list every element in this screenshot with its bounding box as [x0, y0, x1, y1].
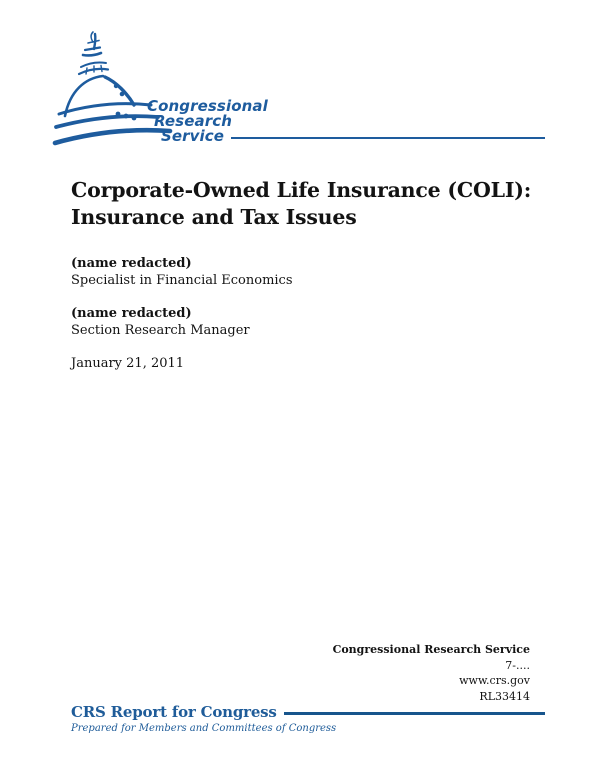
report-date: January 21, 2011	[71, 356, 185, 371]
banner-rule-line	[284, 712, 545, 715]
footer-website: www.crs.gov	[459, 674, 530, 687]
author-role: Section Research Manager	[71, 323, 250, 338]
author-block-1	[71, 255, 293, 289]
footer-phone: 7-....	[505, 658, 530, 672]
banner-title: CRS Report for Congress	[71, 703, 277, 721]
footer-report-number: RL33414	[479, 689, 530, 703]
crs-report-banner	[71, 703, 545, 722]
logo-line-research: Research	[154, 112, 232, 130]
report-title-line-1: Corporate-Owned Life Insurance (COLI):	[71, 178, 532, 202]
author-block-2	[71, 305, 250, 339]
logo-rule-line	[231, 137, 545, 139]
report-title	[71, 177, 531, 231]
logo-line-congressional: Congressional	[147, 97, 268, 115]
author-name: (name redacted)	[71, 256, 192, 271]
logo-line-service: Service	[161, 127, 225, 145]
report-title-line-2: Insurance and Tax Issues	[71, 205, 357, 229]
footer-org-name: Congressional Research Service	[332, 643, 530, 656]
footer-contact-block	[333, 642, 530, 704]
author-role: Specialist in Financial Economics	[71, 273, 293, 288]
banner-subtitle: Prepared for Members and Committees of Congress	[71, 723, 337, 734]
author-name: (name redacted)	[71, 306, 192, 321]
